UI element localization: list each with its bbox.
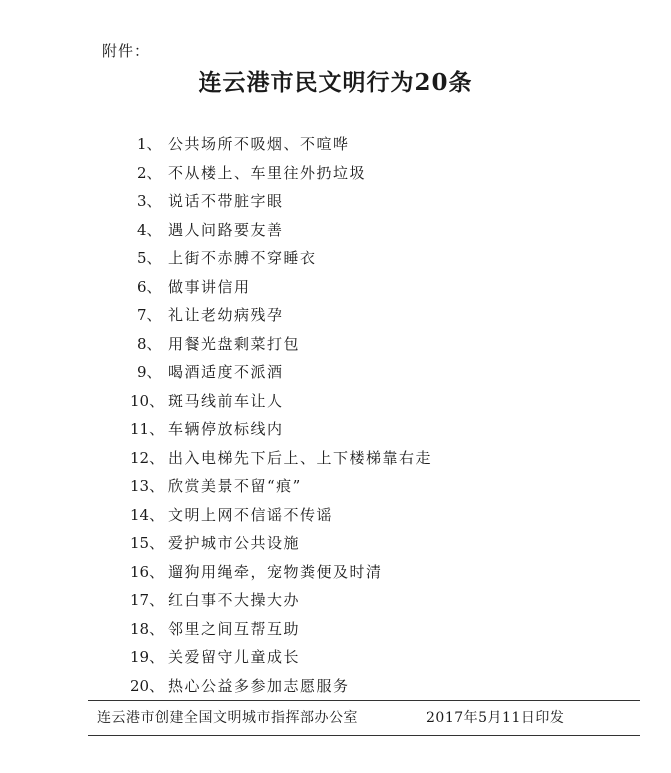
rule-text: 文明上网不信谣不传谣 bbox=[168, 505, 334, 524]
rules-list bbox=[130, 130, 432, 700]
rule-item-3 bbox=[130, 187, 432, 216]
rule-item-14 bbox=[130, 501, 432, 530]
rule-item-6 bbox=[130, 273, 432, 302]
issuing-organization: 连云港市创建全国文明城市指挥部办公室 bbox=[97, 710, 358, 726]
footer-divider-bottom bbox=[88, 735, 640, 736]
rule-number: 6、 bbox=[137, 277, 162, 296]
rule-number: 19、 bbox=[130, 648, 165, 666]
rule-number: 1、 bbox=[137, 135, 162, 153]
rule-text: 关爱留守儿童成长 bbox=[168, 648, 301, 666]
rule-item-8 bbox=[130, 330, 432, 359]
rule-text: 出入电梯先下后上、上下楼梯靠右走 bbox=[168, 448, 433, 467]
issue-date: 2017年5月11日印发 bbox=[426, 710, 565, 726]
rule-number: 13、 bbox=[130, 477, 165, 495]
rule-number: 20、 bbox=[130, 676, 165, 695]
rule-text: 车辆停放标线内 bbox=[168, 420, 284, 438]
rule-text: 遛狗用绳牵，宠物粪便及时清 bbox=[168, 562, 383, 581]
rule-text: 欣赏美景不留“痕” bbox=[168, 477, 302, 495]
rule-number: 12、 bbox=[130, 448, 165, 467]
rule-number: 3、 bbox=[137, 192, 162, 210]
rule-item-12 bbox=[130, 444, 432, 473]
rule-number: 15、 bbox=[130, 534, 165, 552]
rule-text: 做事讲信用 bbox=[168, 277, 251, 296]
rule-text: 用餐光盘剩菜打包 bbox=[168, 334, 301, 353]
rule-text: 遇人问路要友善 bbox=[168, 220, 284, 239]
rule-number: 16、 bbox=[130, 562, 165, 581]
rule-text: 邻里之间互帮互助 bbox=[168, 619, 301, 638]
footer-divider-top bbox=[88, 700, 640, 701]
rule-item-1 bbox=[130, 130, 432, 159]
rule-text: 礼让老幼病残孕 bbox=[168, 306, 284, 324]
rule-number: 7、 bbox=[137, 306, 162, 324]
rule-number: 14、 bbox=[130, 505, 165, 524]
rule-text: 说话不带脏字眼 bbox=[168, 192, 284, 210]
rule-item-16 bbox=[130, 558, 432, 587]
rule-item-10 bbox=[130, 387, 432, 416]
rule-item-7 bbox=[130, 301, 432, 330]
rule-text: 热心公益多参加志愿服务 bbox=[168, 676, 350, 695]
rule-item-18 bbox=[130, 615, 432, 644]
rule-text: 公共场所不吸烟、不喧哗 bbox=[168, 135, 350, 153]
document-title: 连云港市民文明行为20条 bbox=[198, 69, 473, 96]
rule-item-20 bbox=[130, 672, 432, 701]
rule-item-17 bbox=[130, 586, 432, 615]
rule-item-2 bbox=[130, 159, 432, 188]
rule-number: 8、 bbox=[137, 334, 162, 353]
rule-item-5 bbox=[130, 244, 432, 273]
rule-number: 18、 bbox=[130, 619, 165, 638]
rule-item-9 bbox=[130, 358, 432, 387]
rule-text: 斑马线前车让人 bbox=[168, 391, 284, 410]
rule-number: 4、 bbox=[137, 220, 162, 239]
rule-number: 17、 bbox=[130, 591, 165, 609]
rule-item-4 bbox=[130, 216, 432, 245]
rule-text: 不从楼上、车里往外扔垃圾 bbox=[168, 163, 367, 182]
rule-number: 2、 bbox=[137, 163, 162, 182]
rule-item-13 bbox=[130, 472, 432, 501]
rule-number: 5、 bbox=[137, 249, 162, 267]
rule-item-11 bbox=[130, 415, 432, 444]
rule-text: 爱护城市公共设施 bbox=[168, 534, 301, 552]
rule-item-15 bbox=[130, 529, 432, 558]
rule-text: 喝酒适度不派酒 bbox=[168, 363, 284, 381]
rule-number: 9、 bbox=[137, 363, 162, 381]
rule-number: 10、 bbox=[130, 391, 165, 410]
rule-text: 红白事不大操大办 bbox=[168, 591, 301, 609]
rule-item-19 bbox=[130, 643, 432, 672]
rule-number: 11、 bbox=[130, 420, 165, 438]
attachment-label: 附件： bbox=[102, 42, 151, 60]
rule-text: 上街不赤膊不穿睡衣 bbox=[168, 249, 317, 267]
